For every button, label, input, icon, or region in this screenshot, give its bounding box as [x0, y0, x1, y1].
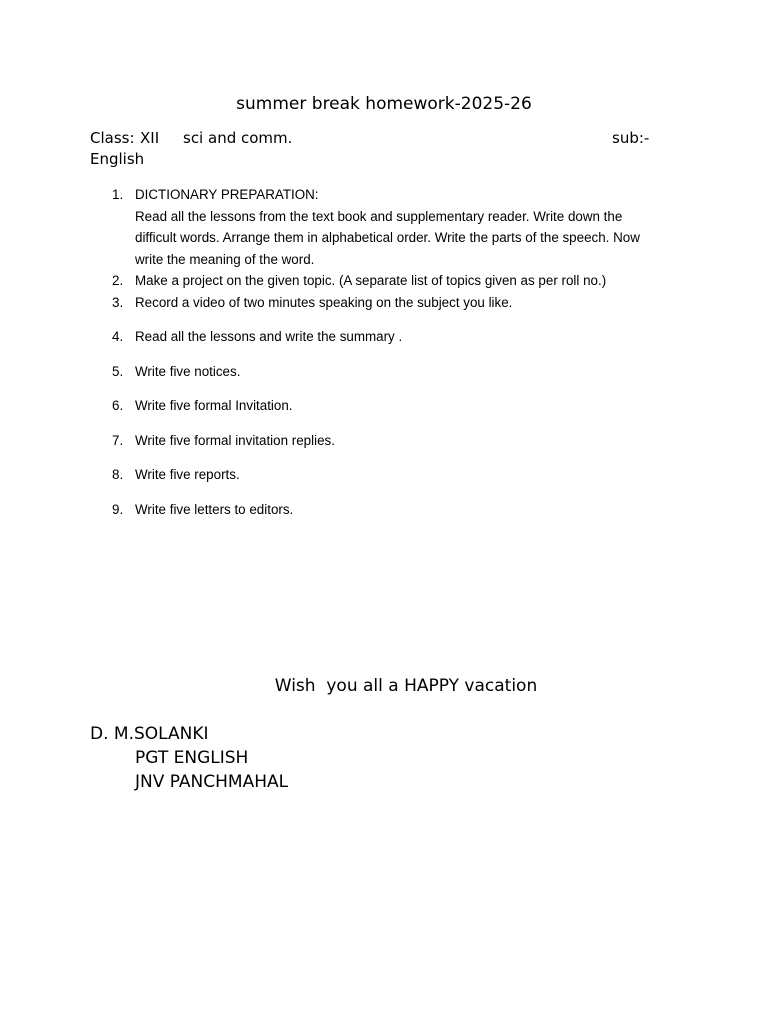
task-text: Write five reports. [135, 467, 240, 482]
signature-name: D. M.SOLANKI [90, 724, 209, 744]
task-list [100, 184, 680, 520]
task-text: Write five formal invitation replies. [135, 432, 335, 448]
task-number: 4. [112, 329, 124, 344]
page-title: summer break homework-2025-26 [236, 94, 532, 114]
closing-wish: Wish you all a HAPPY vacation [274, 676, 538, 696]
task-number: 7. [112, 432, 124, 448]
stream-label: sci and comm. [183, 129, 293, 147]
task-text: Write five formal Invitation. [135, 398, 293, 413]
class-info-line [90, 128, 650, 150]
task-heading: DICTIONARY PREPARATION: [135, 187, 319, 202]
task-item-6 [100, 395, 680, 417]
task-text: write the meaning of the word. [135, 251, 315, 267]
task-text: difficult words. Arrange them in alphabetical order. Write the parts of the speech. Now [135, 230, 640, 245]
signature-school: JNV PANCHMAHAL [135, 772, 289, 792]
task-text: Make a project on the given topic. (A separate list of topics given as per roll no.) [135, 273, 607, 288]
subject-label: sub:- [612, 129, 650, 147]
task-number: 1. [112, 187, 124, 202]
task-item-5 [100, 361, 680, 383]
task-item-4 [100, 326, 680, 348]
task-text: Record a video of two minutes speaking on the subject you like. [135, 294, 513, 310]
task-number: 6. [112, 398, 124, 413]
task-number: 9. [112, 501, 124, 517]
task-text: Read all the lessons and write the summary . [135, 329, 403, 344]
task-item-9 [100, 499, 680, 521]
subject-value: English [90, 150, 145, 168]
task-item-3 [100, 292, 680, 314]
task-item-7 [100, 430, 680, 452]
signature-designation: PGT ENGLISH [135, 748, 249, 768]
task-text: Read all the lessons from the text book and supplementary reader. Write down the [135, 208, 623, 224]
task-number: 8. [112, 467, 124, 482]
task-number: 3. [112, 294, 124, 310]
signature-block [90, 722, 288, 794]
task-item-8 [100, 464, 680, 486]
class-value: XII [140, 129, 160, 147]
task-item-2 [100, 270, 680, 292]
task-item-1 [100, 184, 680, 270]
class-label: Class: [90, 129, 135, 147]
task-number: 2. [112, 273, 124, 288]
task-text: Write five notices. [135, 363, 241, 379]
task-text: Write five letters to editors. [135, 501, 294, 517]
task-number: 5. [112, 363, 124, 379]
